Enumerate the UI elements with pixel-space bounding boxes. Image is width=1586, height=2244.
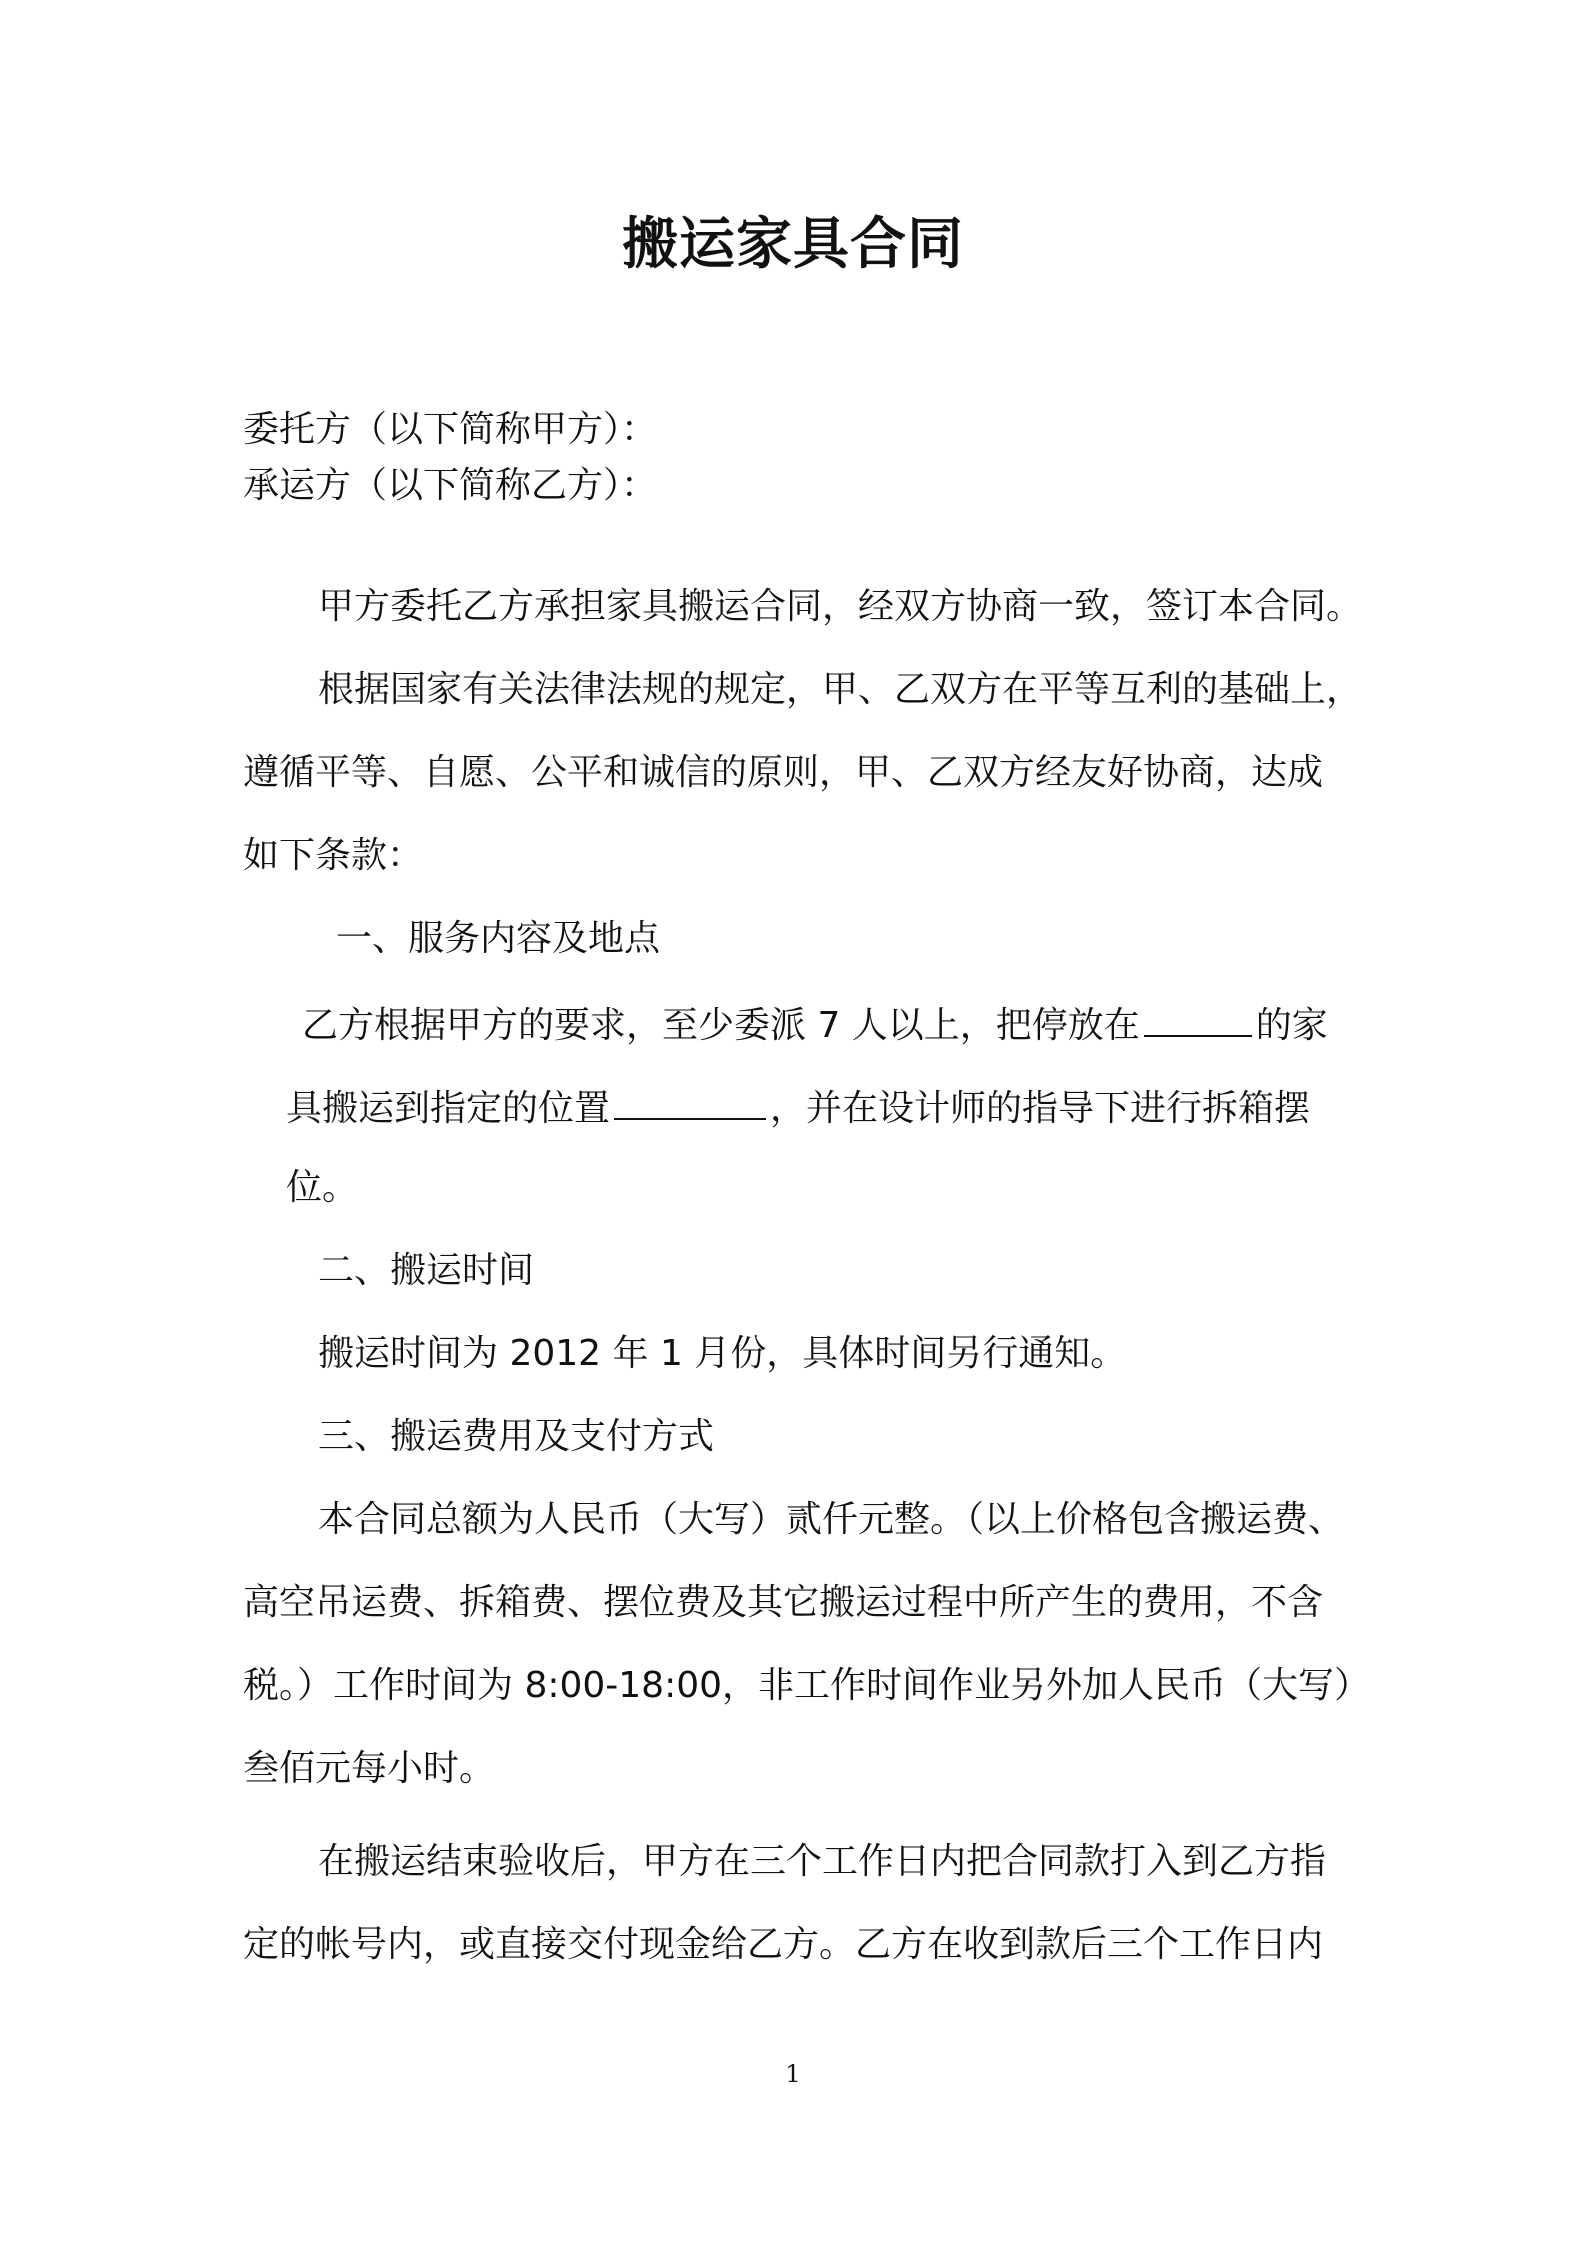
intro-paragraph-2-line-3: 如下条款： [243, 835, 424, 876]
section-1-line-1 [302, 997, 1328, 1051]
section-3-p1-line-1: 本合同总额为人民币（大写）贰仟元整。（以上价格包含搬运费、 [318, 1499, 1345, 1540]
section-1-line-2-text-b: ，并在设计师的指导下进行拆箱摆 [770, 1088, 1311, 1129]
section-3-p2-line-1: 在搬运结束验收后，甲方在三个工作日内把合同款打入到乙方指 [318, 1841, 1327, 1882]
section-3-p1-line-2: 高空吊运费、拆箱费、摆位费及其它搬运过程中所产生的费用，不含 [243, 1582, 1324, 1623]
section-1-heading: 一、服务内容及地点 [336, 918, 661, 959]
section-1-line-2 [286, 1080, 1310, 1134]
party-a-line: 委托方（以下简称甲方）： [243, 409, 658, 450]
section-3-p1-line-4: 叁佰元每小时。 [243, 1748, 496, 1789]
section-2-body: 搬运时间为 2012 年 1 月份，具体时间另行通知。 [318, 1333, 1127, 1374]
section-1-line-1-text-b: 的家 [1255, 1005, 1328, 1046]
section-2-heading: 二、搬运时间 [318, 1250, 535, 1291]
section-1-line-1-text-a: 乙方根据甲方的要求，至少委派 7 人以上，把停放在 [302, 1005, 1140, 1046]
section-3-p2-line-2: 定的帐号内，或直接交付现金给乙方。乙方在收到款后三个工作日内 [243, 1924, 1324, 1965]
document-title: 搬运家具合同 [622, 212, 964, 277]
intro-paragraph-2-line-2: 遵循平等、自愿、公平和诚信的原则，甲、乙双方经友好协商，达成 [243, 752, 1324, 793]
section-1-line-2-text-a: 具搬运到指定的位置 [286, 1088, 611, 1129]
party-b-line: 承运方（以下简称乙方）： [243, 465, 658, 506]
page-number: 1 [785, 2060, 801, 2088]
destination-blank-field[interactable] [614, 1080, 766, 1120]
section-1-line-3: 位。 [286, 1167, 359, 1208]
location-blank-field[interactable] [1144, 997, 1252, 1037]
section-3-heading: 三、搬运费用及支付方式 [318, 1416, 715, 1457]
intro-paragraph-2-line-1: 根据国家有关法律法规的规定，甲、乙双方在平等互利的基础上， [318, 669, 1363, 710]
section-3-p1-line-3: 税。）工作时间为 8:00-18:00，非工作时间作业另外加人民币（大写） [243, 1665, 1371, 1706]
intro-paragraph-1: 甲方委托乙方承担家具搬运合同，经双方协商一致，签订本合同。 [318, 586, 1363, 627]
